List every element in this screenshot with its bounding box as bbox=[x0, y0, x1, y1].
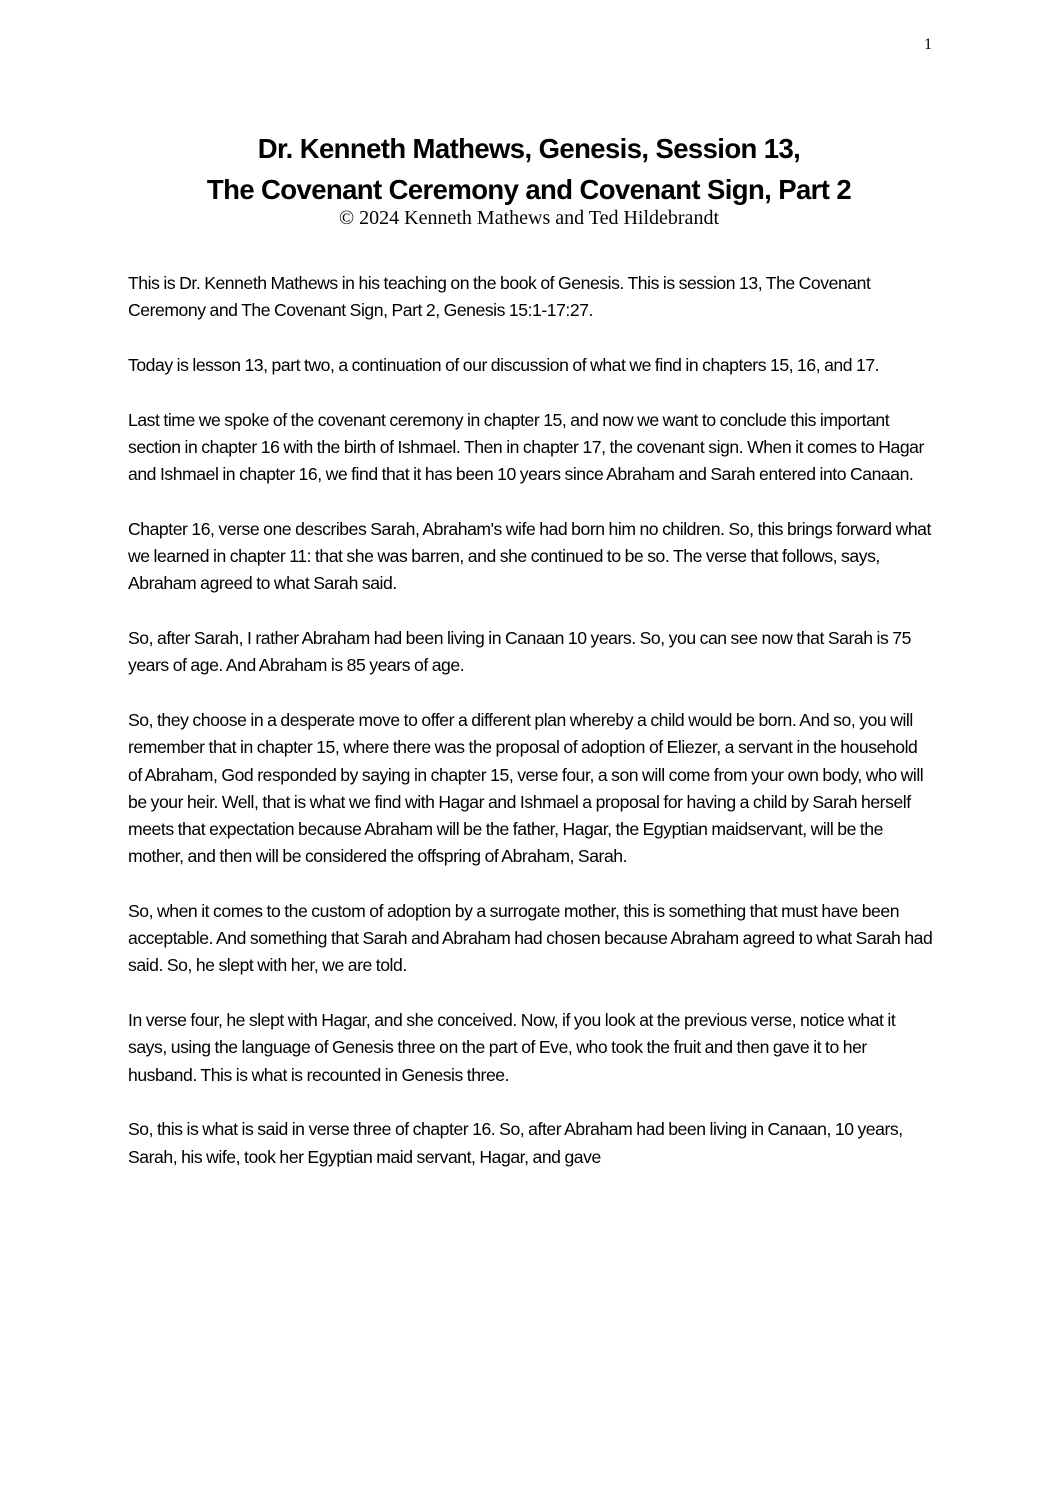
copyright-notice: © 2024 Kenneth Mathews and Ted Hildebrandt bbox=[338, 207, 719, 229]
document-title-line-1: Dr. Kenneth Mathews, Genesis, Session 13, bbox=[257, 133, 801, 164]
paragraph: So, this is what is said in verse three of chapter 16. So, after Abraham had been living in Canaan, 10 years, Sarah, his wife, took her Egyptian maid servant, Hagar, and gave bbox=[128, 1119, 903, 1167]
paragraph: Today is lesson 13, part two, a continuation of our discussion of what we find in chapters 15, 16, and 17. bbox=[128, 355, 880, 375]
page-number: 1 bbox=[924, 36, 932, 53]
paragraph: So, they choose in a desperate move to offer a different plan whereby a child would be born. And so, you will remember that in chapter 15, where there was the proposal of adoption of Eliezer, a servant in the household of Abraham, God responded by saying in chapter 15, verse four, a son will come from your own body, who will be your heir. Well, that is what we find with Hagar and Ishmael a proposal for having a child by Sarah herself meets that expectation because Abraham will be the father, Hagar, the Egyptian maidservant, will be the mother, and then will be considered the offspring of Abraham, Sarah. bbox=[128, 710, 924, 867]
paragraph: So, after Sarah, I rather Abraham had been living in Canaan 10 years. So, you can see now that Sarah is 75 years of age. And Abraham is 85 years of age. bbox=[128, 628, 911, 676]
paragraph: This is Dr. Kenneth Mathews in his teaching on the book of Genesis. This is session 13, The Covenant Ceremony and The Covenant Sign, Part 2, Genesis 15:1-17:27. bbox=[128, 273, 871, 321]
paragraph: Last time we spoke of the covenant ceremony in chapter 15, and now we want to conclude this important section in chapter 16 with the birth of Ishmael. Then in chapter 17, the covenant sign. When it comes to Hagar and Ishmael in chapter 16, we find that it has been 10 years since Abraham and Sarah entered into Canaan. bbox=[128, 409, 924, 485]
document-title-line-2: The Covenant Ceremony and Covenant Sign, Part 2 bbox=[206, 174, 852, 205]
paragraph: In verse four, he slept with Hagar, and she conceived. Now, if you look at the previous verse, notice what it says, using the language of Genesis three on the part of Eve, who took the fruit and then gave it to her husband. This is what is recounted in Genesis three. bbox=[128, 1010, 896, 1085]
paragraph: So, when it comes to the custom of adoption by a surrogate mother, this is something that must have been acceptable. And something that Sarah and Abraham had chosen because Abraham agreed to what Sarah had said. So, he slept with her, we are told. bbox=[128, 901, 933, 976]
document-header bbox=[0, 128, 1058, 230]
document-body bbox=[128, 270, 933, 1198]
paragraph: Chapter 16, verse one describes Sarah, Abraham's wife had born him no children. So, this brings forward what we learned in chapter 11: that she was barren, and she continued to be so. The verse that follows, says, Abraham agreed to what Sarah said. bbox=[128, 519, 931, 594]
